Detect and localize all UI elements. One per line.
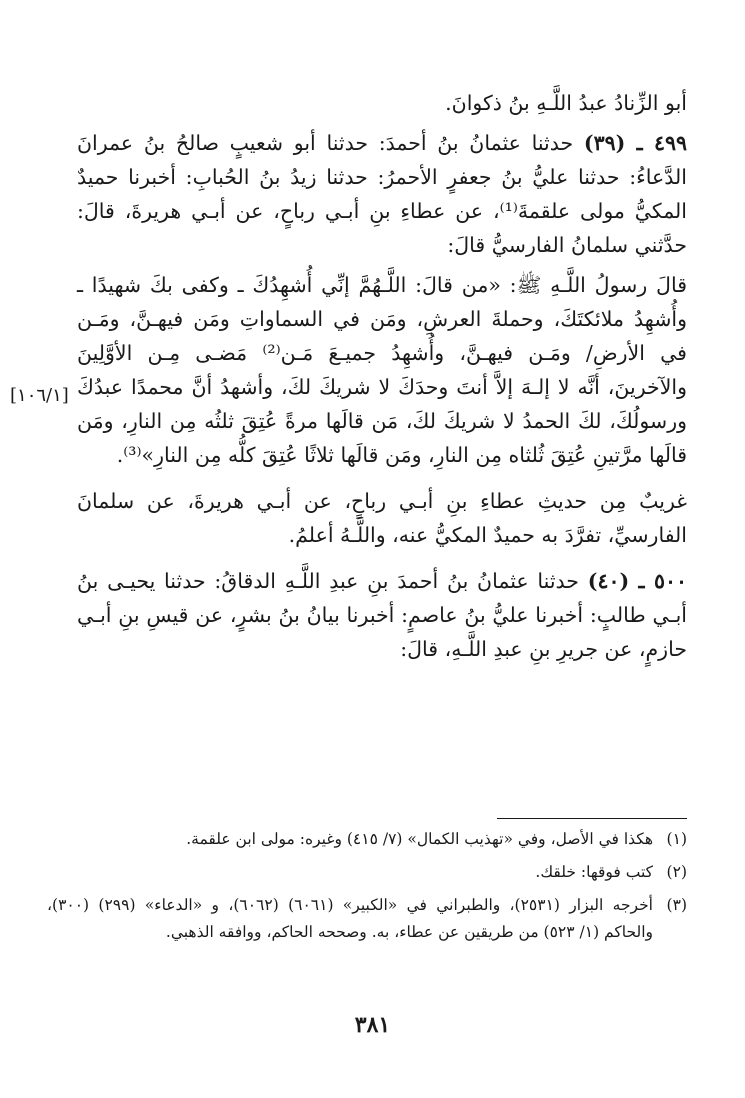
footnote-text: كتب فوقها: خلقك. [535,863,653,881]
isnad-tail-line: أبو الزِّنادُ عبدُ اللَّـهِ بنُ ذكوانَ. [445,91,687,115]
hadith-499-chain: حدثنا عثمانُ بنُ أحمدَ: حدثنا أبو شعيبٍ صالحُ بنُ عمرانَ الدَّعاءُ: حدثنا عليُّ بنُ جعفرٍ الأحمرُ: حدثنا زيدُ بنُ الحُبابِ: أخبرنا حميدٌ المكيُّ مولى علقمةَ⁽¹⁾، عن عطاءِ بنِ أبـي رباحٍ، عن أبـي هريرةَ، قالَ: حدَّثني سلمانُ الفارسيُّ قالَ: [77,131,687,257]
hadith-499-matn: قالَ رسولُ اللَّـهِ ﷺ: «من قالَ: اللَّـهُمَّ إنِّي أُشهِدُكَ ـ وكفى بكَ شهيدًا ـ وأُشهِدُ ملائكتَكَ، وحملةَ العرشِ، ومَن في السماواتِ ومَن فيهـنَّ، ومَـن في الأرضِ/ ومَـن فيهـنَّ، وأُشهِدُ جميـعَ مَـن⁽²⁾ مَضـى مِـن الأوَّلِينَ والآخرينَ، أنَّه لا إلـهَ إلاَّ أنتَ وحدَكَ لا شريكَ لكَ، وأشهدُ أنَّ محمدًا عبدُكَ ورسولُكَ، لكَ الحمدُ لا شريكَ لكَ، مَن قالَها مرةً عُتِقَ ثلثُه مِن النارِ، ومَن قالَها مرَّتينِ عُتِقَ ثُلثاه مِن النارِ، ومَن قالَها ثلاثًا عُتِقَ كلُّه مِن النارِ»⁽³⁾. [77,273,687,467]
page-number: ٣٨١ [354,1012,391,1038]
hadith-499-isnad [77,126,687,262]
footnote-number: (٢) [666,863,687,881]
footnote-separator [497,818,687,819]
hadith-500-chain: حدثنا عثمانُ بنُ أحمدَ بنِ عبدِ اللَّـهِ الدقاقُ: حدثنا يحيـى بنُ أبـي طالبٍ: أخبرنا عليُّ بنُ عاصمٍ: أخبرنا بيانُ بنُ بشرٍ، عن قيسِ بنِ أبـي حازمٍ، عن جريرِ بنِ عبدِ اللَّـهِ، قالَ: [77,569,687,661]
footnotes [47,826,687,952]
footnote-text: هكذا في الأصل، وفي «تهذيب الكمال» (٧/ ٤١٥) وغيره: مولى ابن علقمة. [186,830,653,848]
margin-manuscript-reference: [١٠٦/١] [10,385,69,406]
main-text [77,86,687,666]
footnote-item [47,892,687,946]
footnote-number: (١) [666,830,687,848]
hadith-500-number: ٥٠٠ ـ (٤٠) [587,569,687,593]
hadith-499-number: ٤٩٩ ـ (٣٩) [583,131,687,155]
hadith-500-isnad [77,564,687,666]
footnote-item [47,859,687,886]
footnote-text: أخرجه البزار (٢٥٣١)، والطبراني في «الكبير» (٦٠٦١) (٦٠٦٢)، و «الدعاء» (٢٩٩) (٣٠٠)، والحاكم (١/ ٥٢٣) من طريقين عن عطاء، به. وصححه الحاكم، ووافقه الذهبي. [47,896,653,941]
footnote-number: (٣) [666,896,687,914]
footnote-item [47,826,687,853]
hadith-499-grading: غريبٌ مِن حديثِ عطاءِ بنِ أبـي رباحٍ، عن أبـي هريرةَ، عن سلمانَ الفارسيِّ، تفرَّدَ به حميدٌ المكيُّ عنه، واللَّـهُ أعلمُ. [77,489,687,547]
